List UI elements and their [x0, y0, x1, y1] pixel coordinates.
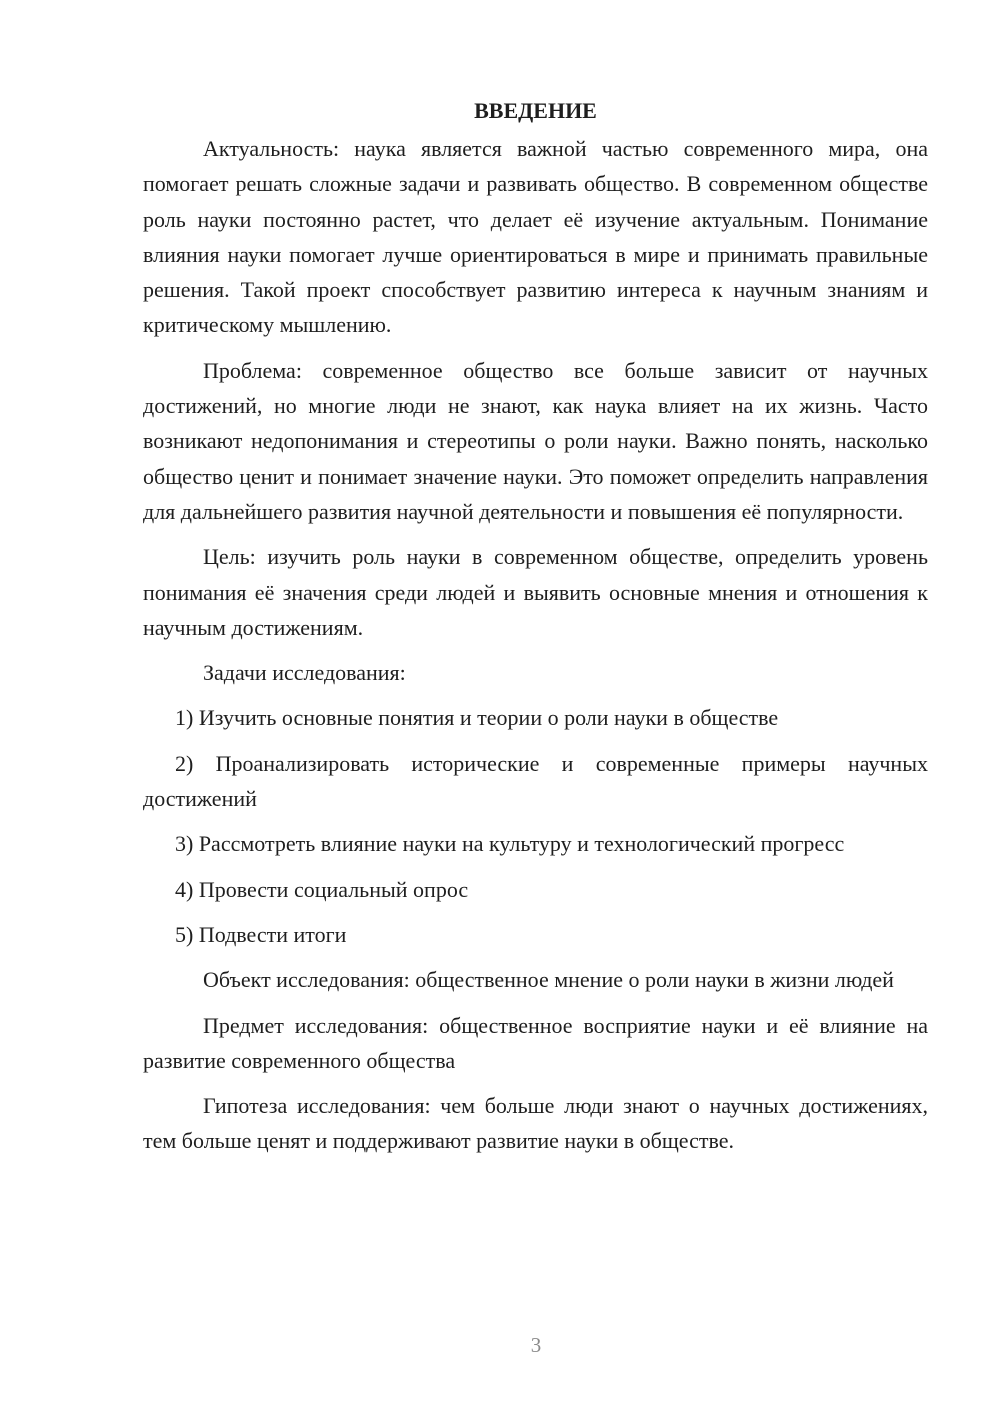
paragraph-subject: Предмет исследования: общественное восприятие науки и её влияние на развитие современного общества	[143, 1012, 928, 1073]
page-title: ВВЕДЕНИЕ	[474, 98, 597, 123]
task-item-5: 5) Подвести итоги	[175, 921, 347, 947]
task-item-2: 2) Проанализировать исторические и современные примеры научных достижений	[143, 750, 928, 812]
task-item-4: 4) Провести социальный опрос	[175, 876, 469, 902]
paragraph-problem: Проблема: современное общество все больше зависит от научных достижений, но многие люди не знают, как наука влияет на их жизнь. Часто возникают недопонимания и стереотипы о роли науки. Важно понять, насколько общество ценит и понимает значение науки. Это поможет определить направления для дальнейшего развития научной деятельности и повышения её популярности.	[143, 357, 928, 524]
tasks-heading: Задачи исследования:	[203, 660, 406, 686]
page-number: 3	[530, 1333, 542, 1357]
task-item-1: 1) Изучить основные понятия и теории о роли науки в обществе	[175, 705, 779, 731]
task-item-3: 3) Рассмотреть влияние науки на культуру и технологический прогресс	[175, 831, 845, 857]
page-content	[143, 96, 928, 1169]
paragraph-hypothesis: Гипотеза исследования: чем больше люди знают о научных достижениях, тем больше ценят и поддерживают развитие науки в обществе.	[143, 1093, 928, 1154]
paragraph-goal: Цель: изучить роль науки в современном обществе, определить уровень понимания её значения среди людей и выявить основные мнения и отношения к научным достижениям.	[143, 544, 928, 640]
paragraph-object: Объект исследования: общественное мнение о роли науки в жизни людей	[203, 967, 894, 993]
paragraph-relevance: Актуальность: наука является важной частью современного мира, она помогает решать сложные задачи и развивать общество. В современном обществе роль науки постоянно растет, что делает её изучение актуальным. Понимание влияния науки помогает лучше ориентироваться в мире и принимать правильные решения. Такой проект способствует развитию интереса к научным знаниям и критическому мышлению.	[143, 136, 928, 338]
